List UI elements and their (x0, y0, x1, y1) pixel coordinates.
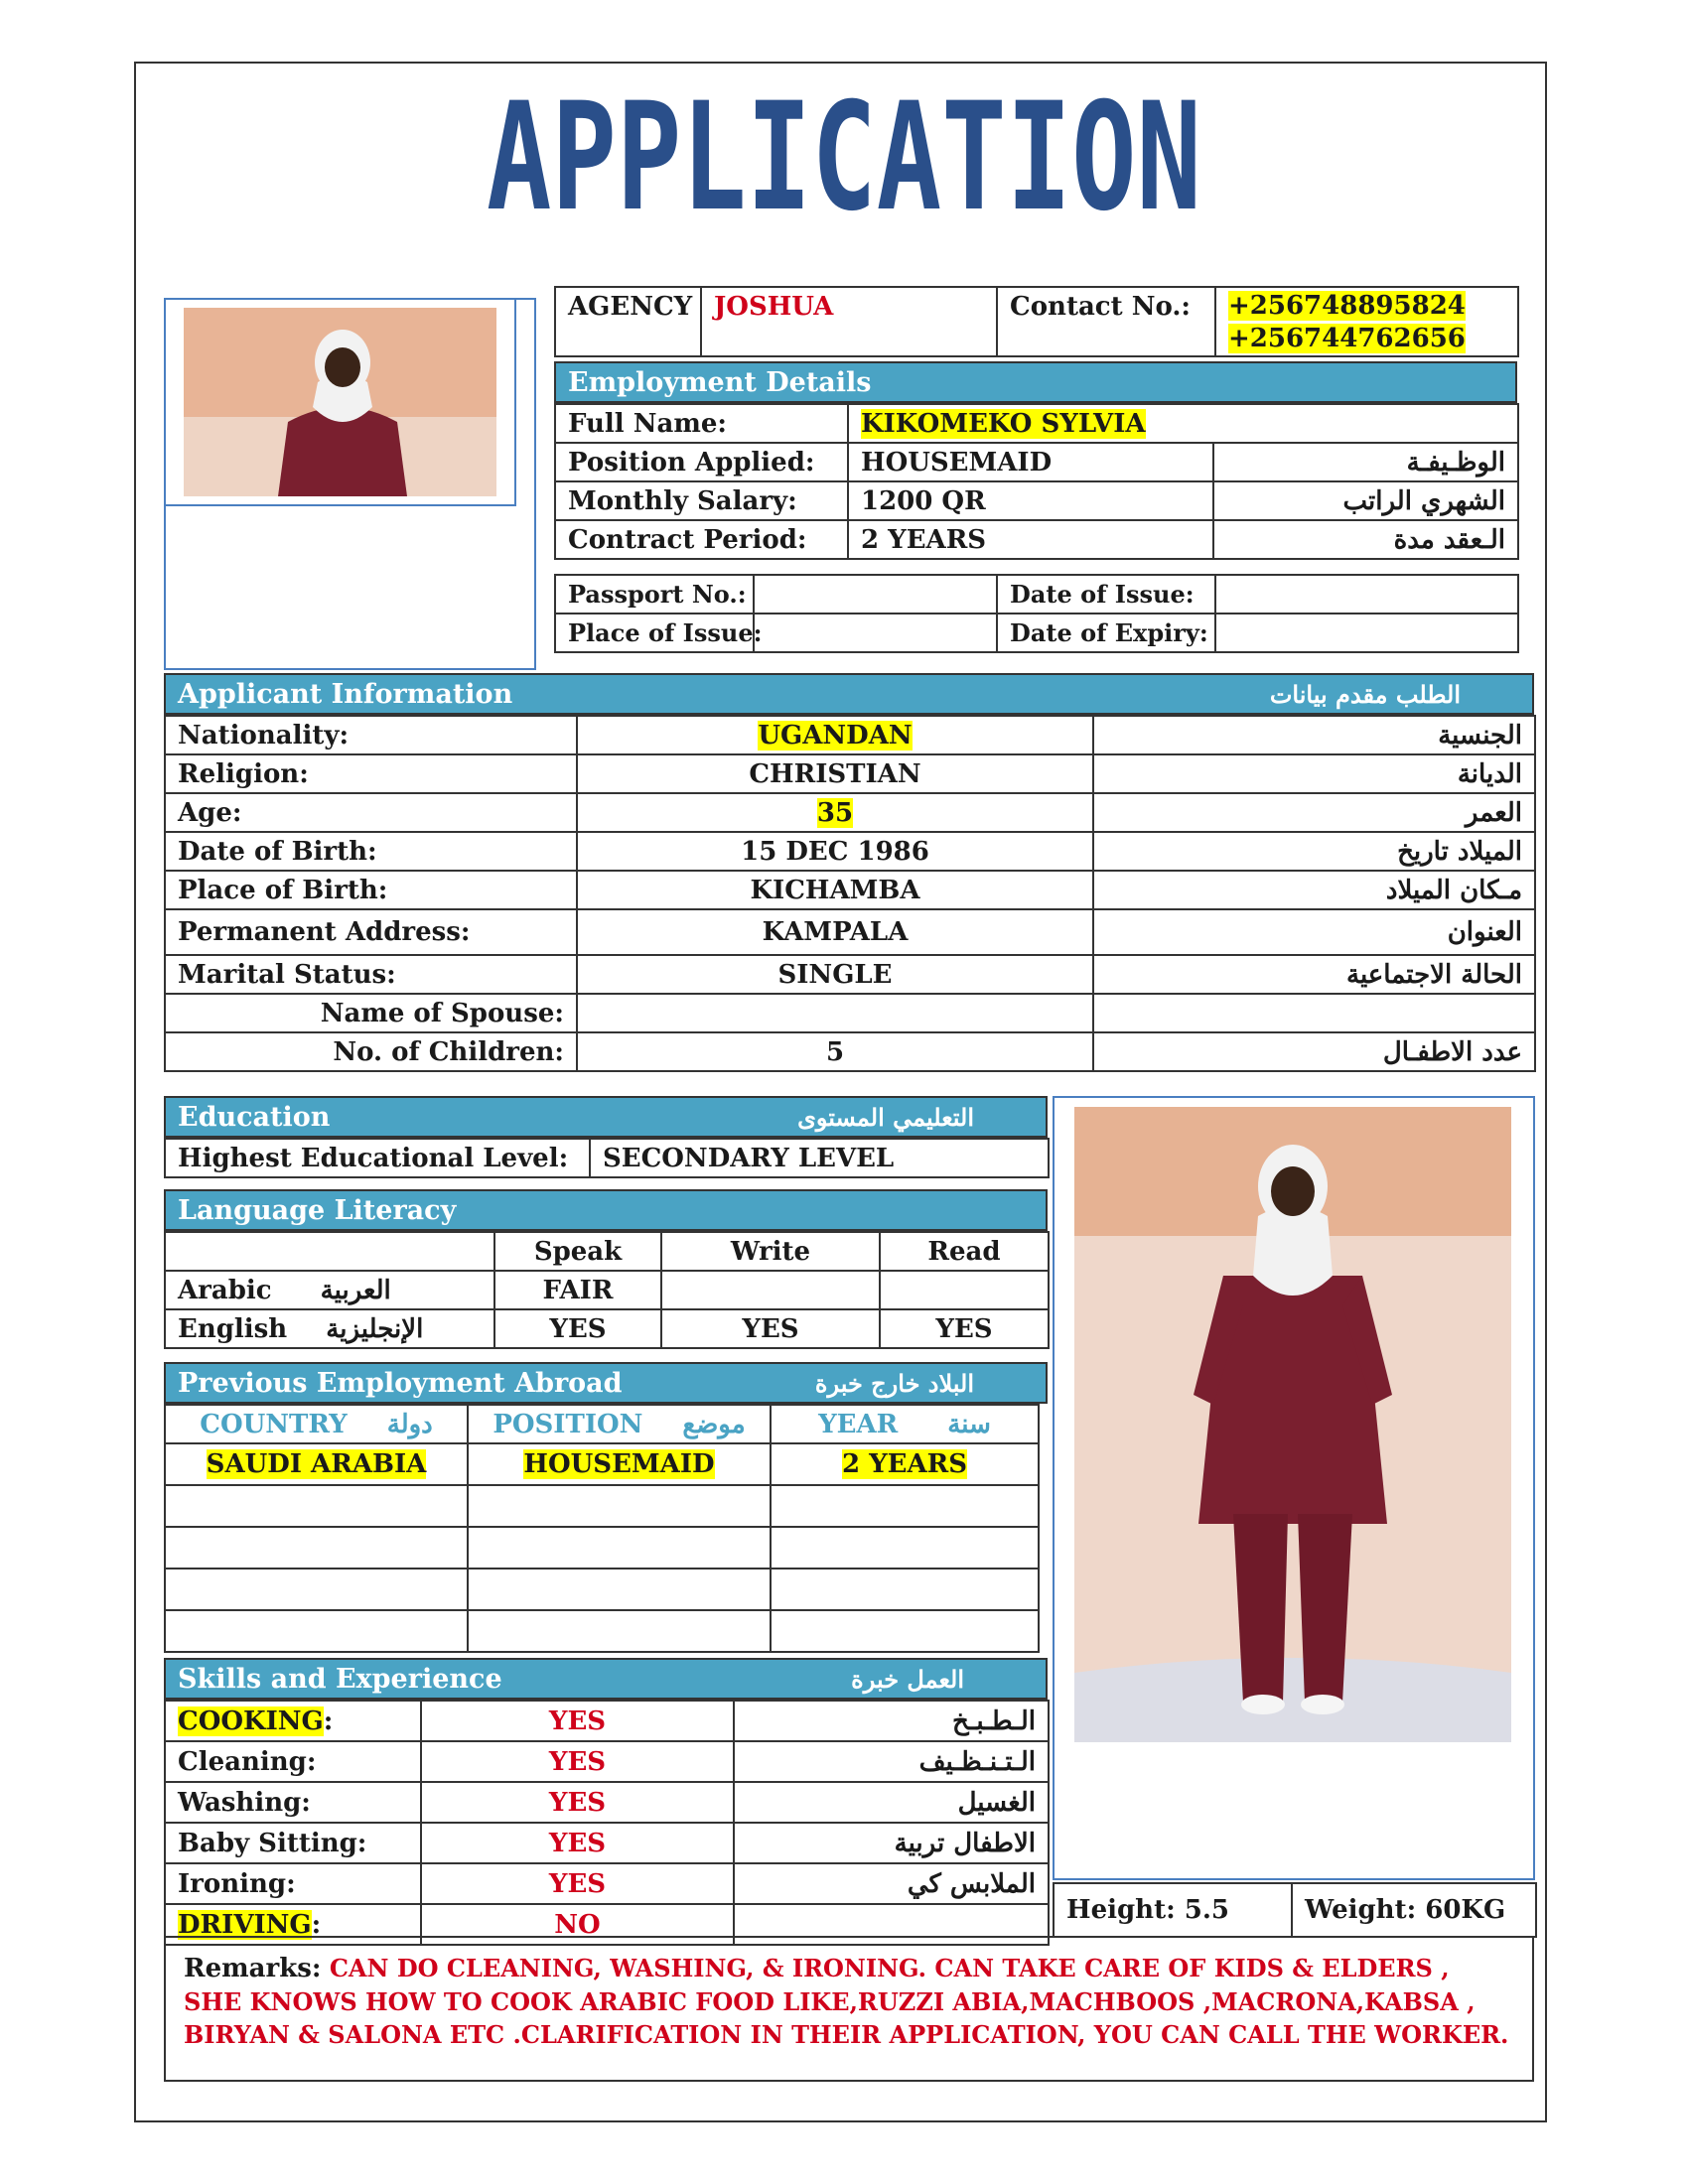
phone-2: +256744762656 (1228, 324, 1466, 353)
employment-table (554, 403, 1519, 560)
age-value (577, 793, 1093, 832)
applicant-photo-small (184, 308, 496, 496)
washing-ar: الغسيل (734, 1782, 1049, 1823)
arabic-write (661, 1271, 880, 1309)
col-write: Write (661, 1232, 880, 1271)
ironing-ar: الملابس كي (734, 1863, 1049, 1904)
english-name: English (178, 1313, 288, 1344)
skills-header-ar: العمل خبرة (851, 1664, 964, 1694)
empty-cell (771, 1485, 1039, 1527)
cleaning-ar: الـتـنـظـيف (734, 1741, 1049, 1782)
pob-value: KICHAMBA (577, 871, 1093, 909)
remarks-label: Remarks: (184, 1954, 322, 1983)
prev-position-text: HOUSEMAID (523, 1449, 715, 1479)
agency-value: JOSHUA (701, 287, 997, 356)
salary-value: 1200 QR (848, 481, 1213, 520)
babysitting-value: YES (421, 1823, 734, 1863)
english-write: YES (661, 1309, 880, 1348)
dob-ar: الميلاد تاريخ (1093, 832, 1535, 871)
arabic-label (165, 1271, 494, 1309)
nationality-value (577, 716, 1093, 754)
contact-label: Contact No.: (997, 287, 1215, 356)
empty-cell (468, 1485, 771, 1527)
contract-label: Contract Period: (555, 520, 848, 559)
empty-cell (468, 1610, 771, 1652)
cooking-value: YES (421, 1701, 734, 1741)
religion-value: CHRISTIAN (577, 754, 1093, 793)
empty-cell (771, 1610, 1039, 1652)
cooking-ar: الـطـبـخ (734, 1701, 1049, 1741)
pob-ar: مـكان الميلاد (1093, 871, 1535, 909)
address-value: KAMPALA (577, 909, 1093, 955)
date-of-issue-value (1215, 575, 1518, 614)
col-year-en: YEAR (818, 1409, 899, 1439)
nationality-label: Nationality: (165, 716, 577, 754)
cooking-label: COOKING: (165, 1701, 421, 1741)
empty-cell (771, 1569, 1039, 1610)
spouse-label: Name of Spouse: (165, 994, 577, 1032)
passport-no-value (754, 575, 997, 614)
washing-value: YES (421, 1782, 734, 1823)
col-country-en: COUNTRY (200, 1409, 348, 1439)
marital-label: Marital Status: (165, 955, 577, 994)
driving-text: DRIVING (178, 1909, 312, 1940)
education-header (164, 1096, 1048, 1138)
contract-ar: الـعقد مدة (1213, 520, 1518, 559)
babysitting-ar: الاطفال تربية (734, 1823, 1049, 1863)
arabic-name: Arabic (178, 1275, 272, 1305)
prev-year-text: 2 YEARS (841, 1449, 968, 1479)
passport-table (554, 574, 1519, 653)
children-ar: عدد الاطفـال (1093, 1032, 1535, 1071)
spouse-value (577, 994, 1093, 1032)
arabic-read (880, 1271, 1049, 1309)
empty-cell (165, 1610, 468, 1652)
col-year (771, 1405, 1039, 1443)
applicant-header (164, 673, 1534, 715)
language-table (164, 1231, 1050, 1349)
empty-cell (468, 1569, 771, 1610)
place-of-issue-label: Place of Issue: (555, 614, 754, 652)
date-of-issue-label: Date of Issue: (997, 575, 1215, 614)
english-read: YES (880, 1309, 1049, 1348)
applicant-table (164, 715, 1536, 1072)
english-ar: الإنجليزية (326, 1313, 424, 1344)
col-country (165, 1405, 468, 1443)
marital-value: SINGLE (577, 955, 1093, 994)
col-read: Read (880, 1232, 1049, 1271)
col-speak: Speak (494, 1232, 661, 1271)
arabic-speak: FAIR (494, 1271, 661, 1309)
place-of-issue-value (754, 614, 997, 652)
language-header-text: Language Literacy (178, 1194, 457, 1226)
date-of-expiry-label: Date of Expiry: (997, 614, 1215, 652)
nationality-text: UGANDAN (758, 720, 913, 751)
education-header-text: Education (178, 1101, 331, 1133)
address-ar: العنوان (1093, 909, 1535, 955)
col-year-ar: سنة (947, 1409, 991, 1439)
skills-header-text: Skills and Experience (178, 1663, 502, 1695)
agency-label: AGENCY (555, 287, 701, 356)
col-position-en: POSITION (492, 1409, 643, 1439)
education-label: Highest Educational Level: (165, 1139, 590, 1177)
skills-table (164, 1700, 1050, 1946)
previous-header-ar: البلاد خارج خبرة (814, 1368, 974, 1398)
previous-header (164, 1362, 1048, 1404)
empty-cell (165, 1485, 468, 1527)
passport-no-label: Passport No.: (555, 575, 754, 614)
empty-cell (771, 1527, 1039, 1569)
education-header-ar: التعليمي المستوى (797, 1102, 974, 1132)
col-country-ar: دولة (386, 1409, 433, 1439)
full-portrait-icon (1074, 1107, 1511, 1742)
education-table (164, 1138, 1050, 1178)
full-name-value (848, 404, 1518, 443)
washing-label: Washing: (165, 1782, 421, 1823)
full-name-text: KIKOMEKO SYLVIA (861, 408, 1146, 439)
employment-header (554, 361, 1517, 403)
col-position (468, 1405, 771, 1443)
date-of-expiry-value (1215, 614, 1518, 652)
prev-position (468, 1443, 771, 1485)
height-value: Height: 5.5 (1054, 1883, 1292, 1937)
pob-label: Place of Birth: (165, 871, 577, 909)
religion-label: Religion: (165, 754, 577, 793)
col-position-ar: موضع (682, 1409, 746, 1439)
age-ar: العمر (1093, 793, 1535, 832)
language-corner (165, 1232, 494, 1271)
education-value: SECONDARY LEVEL (590, 1139, 1049, 1177)
applicant-header-text: Applicant Information (178, 678, 513, 710)
position-value: HOUSEMAID (848, 443, 1213, 481)
skills-header (164, 1658, 1048, 1700)
agency-table (554, 286, 1519, 357)
ironing-value: YES (421, 1863, 734, 1904)
salary-ar: الشهري الراتب (1213, 481, 1518, 520)
marital-ar: الحالة الاجتماعية (1093, 955, 1535, 994)
cooking-text: COOKING (178, 1706, 324, 1736)
position-ar: الوظـيفـة (1213, 443, 1518, 481)
weight-value: Weight: 60KG (1292, 1883, 1536, 1937)
measure-table (1053, 1882, 1537, 1938)
dob-value: 15 DEC 1986 (577, 832, 1093, 871)
salary-label: Monthly Salary: (555, 481, 848, 520)
applicant-header-ar: الطلب مقدم بيانات (1269, 679, 1461, 709)
contract-value: 2 YEARS (848, 520, 1213, 559)
language-header (164, 1189, 1048, 1231)
remarks-text: CAN DO CLEANING, WASHING, & IRONING. CAN TAKE CARE OF KIDS & ELDERS , SHE KNOWS HOW TO COOK ARABIC FOOD LIKE,RUZZI ABIA,MACHBOOS ,MACRONA,KABSA , BIRYAN & SALONA ETC .CLARIFICATION IN THEIR APPLICATION, YOU CAN CALL THE WORKER. (184, 1954, 1509, 2049)
previous-table (164, 1404, 1040, 1653)
application-title (467, 71, 1221, 244)
spouse-ar (1093, 994, 1535, 1032)
address-label: Permanent Address: (165, 909, 577, 955)
empty-cell (165, 1569, 468, 1610)
english-label (165, 1309, 494, 1348)
empty-cell (165, 1527, 468, 1569)
english-speak: YES (494, 1309, 661, 1348)
employment-header-text: Employment Details (568, 366, 872, 398)
previous-header-text: Previous Employment Abroad (178, 1367, 623, 1399)
ironing-label: Ironing: (165, 1863, 421, 1904)
children-label: No. of Children: (165, 1032, 577, 1071)
cleaning-value: YES (421, 1741, 734, 1782)
age-text: 35 (816, 797, 854, 828)
cleaning-label: Cleaning: (165, 1741, 421, 1782)
phone-1: +256748895824 (1228, 291, 1466, 321)
arabic-ar: العربية (320, 1275, 391, 1305)
applicant-photo-full (1074, 1107, 1511, 1742)
nationality-ar: الجنسية (1093, 716, 1535, 754)
driving-value: NO (421, 1904, 734, 1945)
prev-year (771, 1443, 1039, 1485)
portrait-icon (184, 308, 496, 496)
remarks-box (164, 1936, 1534, 2082)
dob-label: Date of Birth: (165, 832, 577, 871)
title-text: APPLICATION (487, 71, 1201, 244)
empty-cell (468, 1527, 771, 1569)
full-name-label: Full Name: (555, 404, 848, 443)
children-value: 5 (577, 1032, 1093, 1071)
prev-country-text: SAUDI ARABIA (206, 1449, 427, 1479)
contact-numbers (1215, 287, 1518, 356)
religion-ar: الديانة (1093, 754, 1535, 793)
babysitting-label: Baby Sitting: (165, 1823, 421, 1863)
age-label: Age: (165, 793, 577, 832)
position-label: Position Applied: (555, 443, 848, 481)
driving-label: DRIVING: (165, 1904, 421, 1945)
prev-country (165, 1443, 468, 1485)
